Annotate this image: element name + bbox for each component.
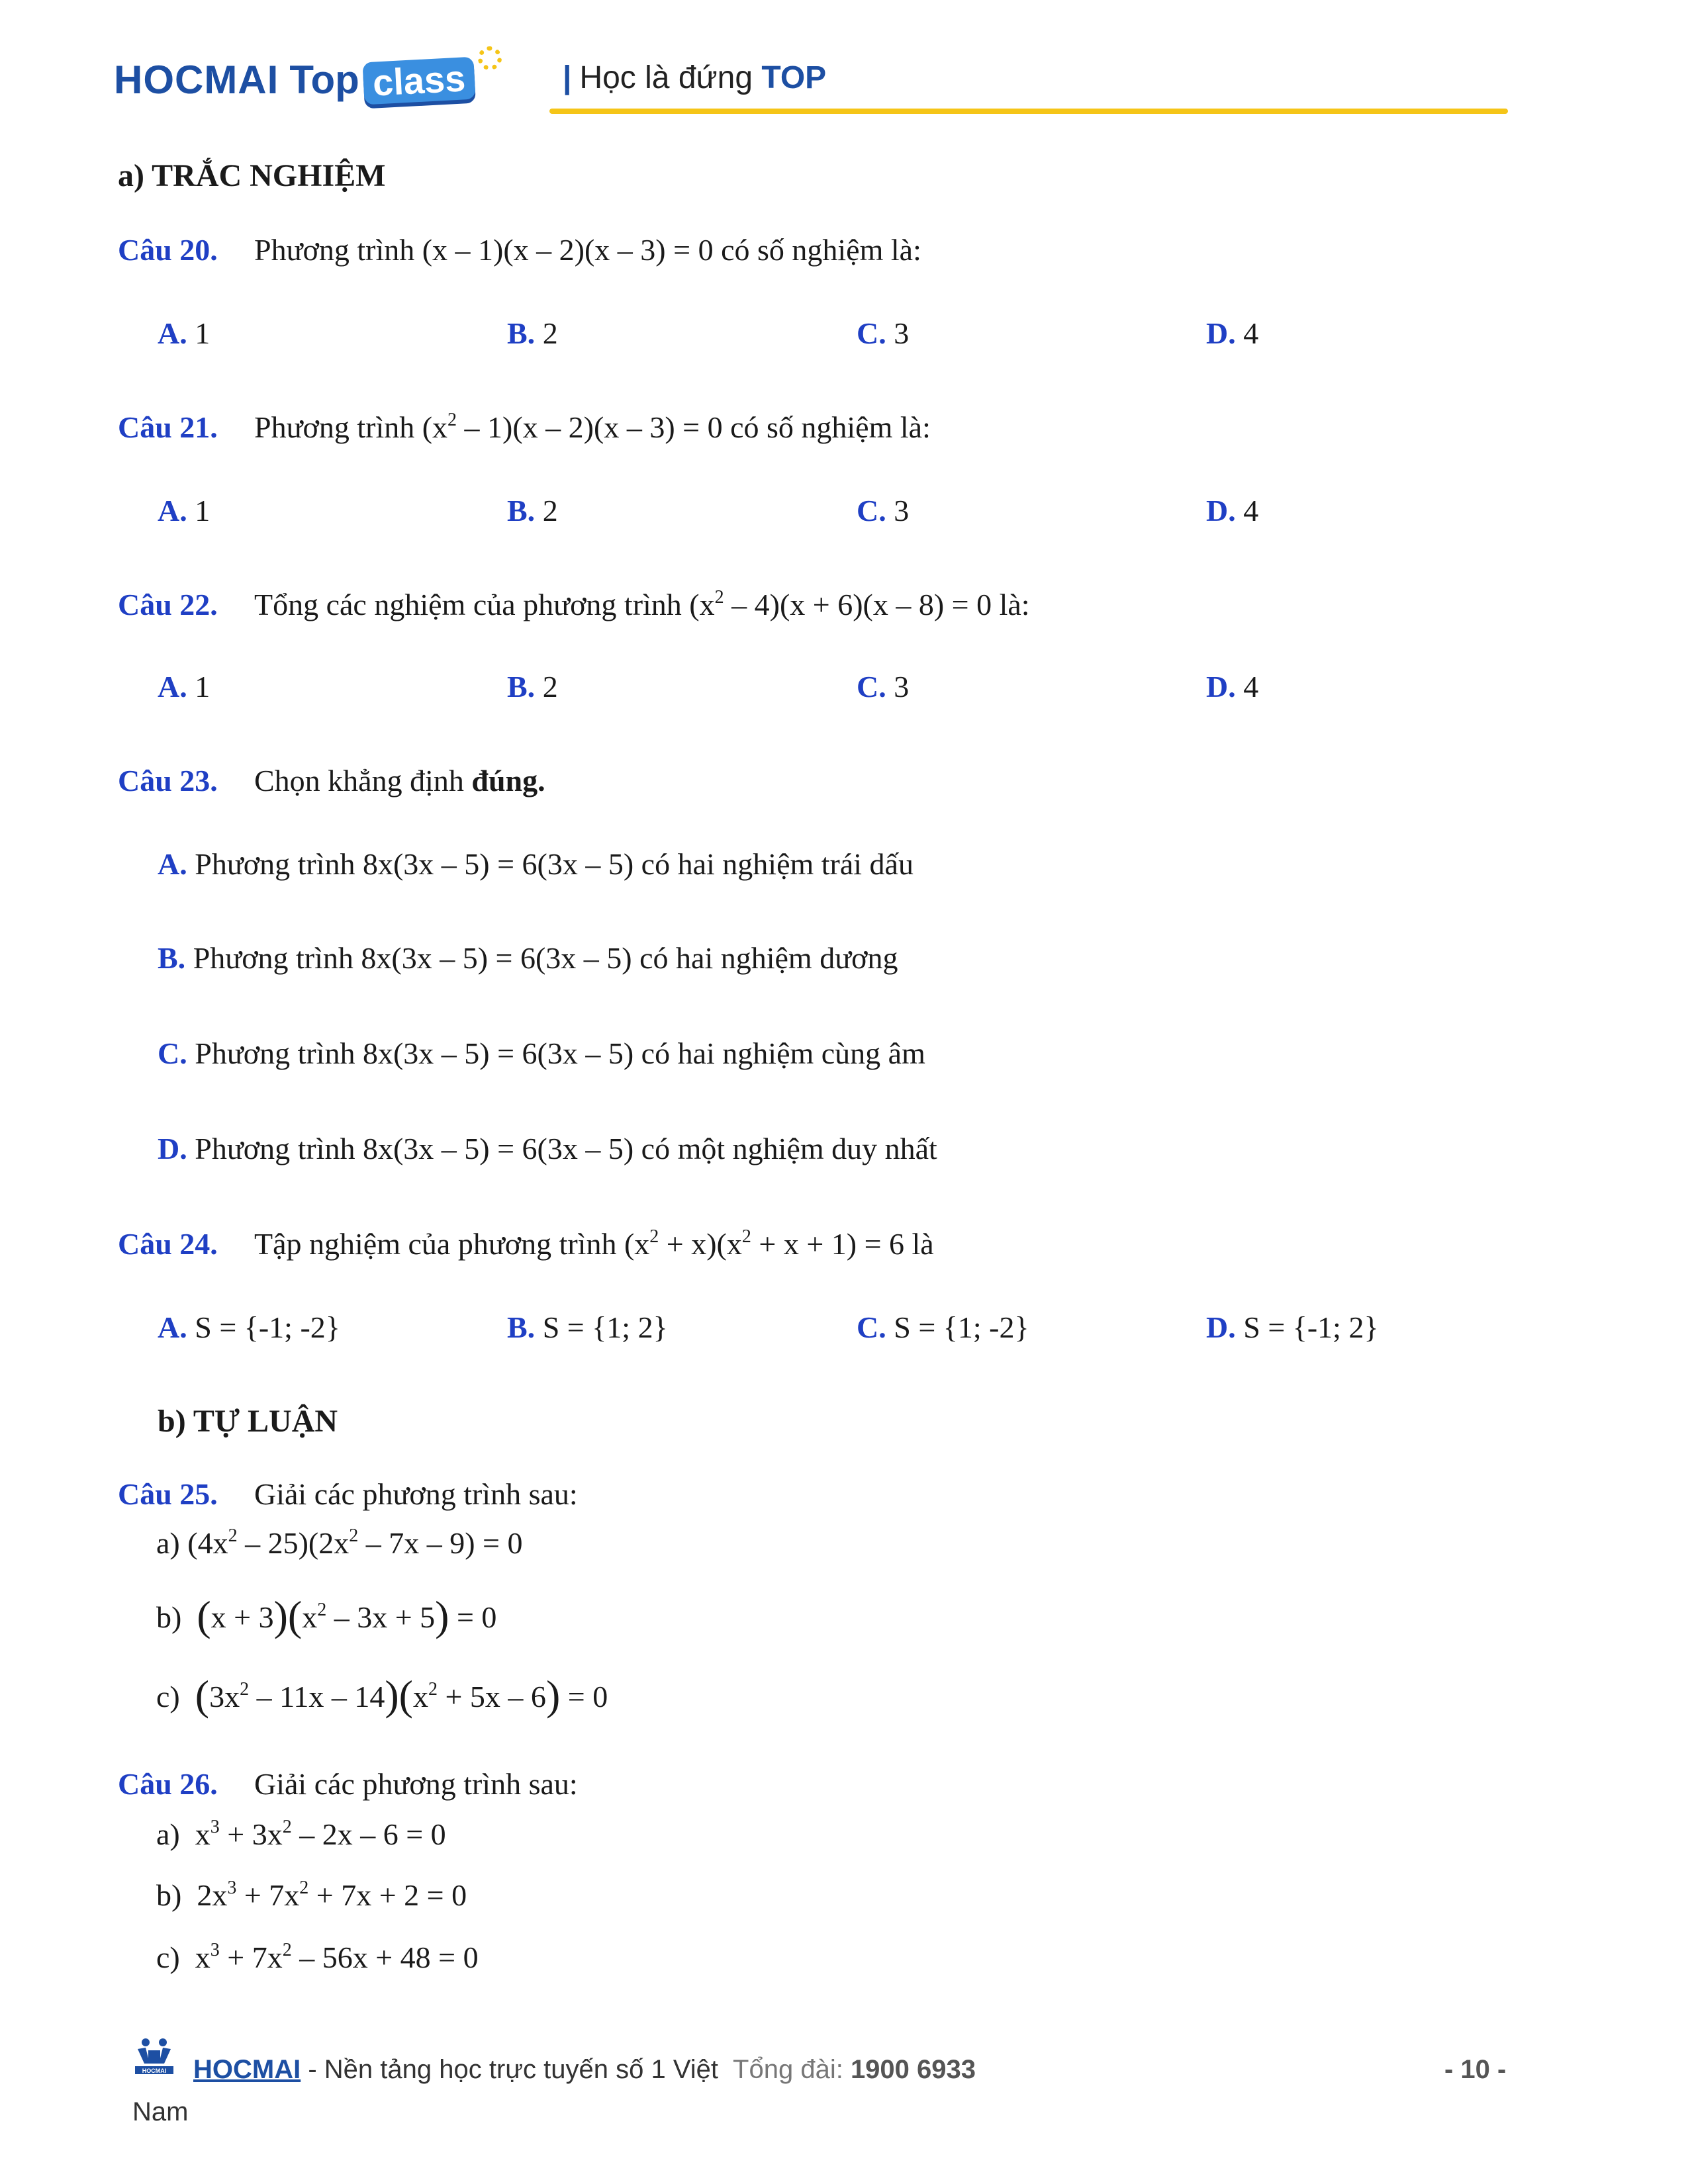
logo-class-badge: class: [362, 57, 475, 105]
hocmai-footer-icon: [132, 2037, 176, 2078]
option-label: C.: [857, 494, 886, 527]
option-label: B.: [507, 316, 536, 350]
paren: (: [195, 1672, 210, 1719]
option-label: B.: [507, 1310, 536, 1344]
option-text: 1: [187, 494, 211, 527]
page-number: - 10 -: [1444, 2055, 1507, 2084]
option-label: A.: [158, 847, 187, 881]
question-text-part: Tổng các nghiệm của phương trình (x: [254, 588, 715, 621]
math-part: + 3x: [219, 1817, 283, 1851]
paren: ): [435, 1592, 449, 1639]
math-part: 2x: [197, 1878, 228, 1912]
option-label: A.: [158, 316, 187, 350]
q25-equation-b: [156, 1592, 497, 1639]
q21-option-a[interactable]: [158, 492, 210, 529]
footer-description: - Nền tảng học trực tuyến số 1 Việt: [301, 2055, 719, 2084]
math-part: = 0: [560, 1680, 608, 1713]
exponent: 3: [227, 1878, 237, 1898]
section-a-title: a) TRẮC NGHIỆM: [118, 158, 386, 193]
exponent: 2: [240, 1679, 250, 1700]
paren: ): [545, 1672, 561, 1719]
question-number: Câu 20.: [118, 233, 218, 267]
option-label: D.: [1206, 494, 1236, 527]
q26-equation-c: [156, 1939, 479, 1976]
option-text: 3: [886, 316, 910, 350]
q24-option-d[interactable]: [1206, 1309, 1379, 1346]
q21-option-d[interactable]: [1206, 492, 1258, 529]
question-text-part: Chọn khẳng định: [254, 764, 472, 797]
footer: [193, 2053, 976, 2086]
question-21: [118, 409, 931, 446]
question-number: Câu 22.: [118, 588, 218, 621]
q25-equation-c: [156, 1672, 608, 1719]
option-text: S = {-1; -2}: [187, 1310, 340, 1344]
question-emphasis: đúng.: [471, 764, 545, 797]
exponent: 3: [210, 1940, 220, 1960]
option-label: C.: [158, 1036, 187, 1070]
math-part: x: [195, 1817, 211, 1851]
question-25: [118, 1476, 578, 1513]
exponent: 2: [282, 1817, 292, 1837]
option-text: 2: [535, 670, 558, 704]
math-part: – 3x + 5: [326, 1600, 436, 1634]
exponent: 2: [428, 1679, 438, 1700]
item-label: c): [156, 1680, 180, 1713]
option-label: D.: [158, 1132, 187, 1165]
question-text-part: + x + 1) = 6 là: [751, 1227, 934, 1261]
item-label: a): [156, 1817, 180, 1851]
question-22: [118, 586, 1030, 623]
option-label: D.: [1206, 1310, 1236, 1344]
option-text: 1: [187, 316, 211, 350]
math-part: x: [302, 1600, 318, 1634]
q22-option-a[interactable]: [158, 668, 210, 705]
option-text: 2: [535, 494, 558, 527]
q26-equation-b: [156, 1877, 467, 1914]
question-number: Câu 24.: [118, 1227, 218, 1261]
math-part: + 7x: [236, 1878, 300, 1912]
question-text: Giải các phương trình sau:: [254, 1767, 578, 1801]
option-text: Phương trình 8x(3x – 5) = 6(3x – 5) có hai nghiệm trái dấu: [187, 847, 914, 881]
math-part: = 0: [449, 1600, 497, 1634]
option-text: 4: [1235, 494, 1259, 527]
option-label: B.: [507, 670, 536, 704]
hocmai-topclass-logo: [114, 57, 475, 103]
math-part: x: [412, 1680, 428, 1713]
q21-option-b[interactable]: [507, 492, 558, 529]
item-label: c): [156, 1940, 180, 1974]
question-text: Giải các phương trình sau:: [254, 1477, 578, 1511]
q22-option-c[interactable]: [857, 668, 909, 705]
tagline-top: TOP: [761, 60, 827, 95]
exponent: 2: [741, 1226, 751, 1247]
item-label: a): [156, 1526, 180, 1560]
q23-option-a[interactable]: [158, 846, 914, 883]
exponent: 3: [210, 1817, 220, 1837]
exponent: 2: [649, 1226, 659, 1247]
question-text-part: Tập nghiệm của phương trình (x: [254, 1227, 650, 1261]
question-number: Câu 23.: [118, 764, 218, 797]
math-part: 3x: [209, 1680, 240, 1713]
question-24: [118, 1226, 934, 1263]
q25-equation-a: [156, 1525, 522, 1562]
option-text: 4: [1235, 316, 1259, 350]
option-text: 3: [886, 670, 910, 704]
question-number: Câu 26.: [118, 1767, 218, 1801]
header-divider: [549, 109, 1508, 114]
item-label: b): [156, 1600, 182, 1634]
option-label: D.: [1206, 670, 1236, 704]
section-b-title: b) TỰ LUẬN: [158, 1404, 338, 1439]
q21-option-c[interactable]: [857, 492, 909, 529]
question-number: Câu 21.: [118, 410, 218, 444]
logo-hocmai-text: HOCMAI: [114, 58, 279, 102]
q24-option-a[interactable]: [158, 1309, 340, 1346]
q20-option-a[interactable]: [158, 315, 210, 352]
q23-option-b[interactable]: [158, 940, 898, 977]
paren: (: [287, 1592, 303, 1639]
paren: (: [197, 1592, 211, 1639]
q24-option-c[interactable]: [857, 1309, 1029, 1346]
option-text: 2: [535, 316, 558, 350]
exponent: 2: [299, 1878, 309, 1898]
q22-option-b[interactable]: [507, 668, 558, 705]
option-label: C.: [857, 670, 886, 704]
tagline-separator: |: [563, 60, 572, 95]
question-text-part: Phương trình (x: [254, 410, 448, 444]
option-label: A.: [158, 670, 187, 704]
q22-option-d[interactable]: [1206, 668, 1258, 705]
option-text: S = {1; -2}: [886, 1310, 1029, 1344]
math-part: (4x: [187, 1526, 228, 1560]
footer-brand-link[interactable]: HOCMAI: [193, 2055, 301, 2084]
option-text: 4: [1235, 670, 1259, 704]
option-text: Phương trình 8x(3x – 5) = 6(3x – 5) có hai nghiệm cùng âm: [187, 1036, 925, 1070]
option-label: C.: [857, 316, 886, 350]
footer-icon-text: HOCMAI: [142, 2068, 167, 2074]
exponent: 2: [447, 410, 457, 430]
math-part: – 11x – 14: [249, 1680, 385, 1713]
paren: ): [273, 1592, 288, 1639]
question-number: Câu 25.: [118, 1477, 218, 1511]
exponent: 2: [714, 587, 724, 608]
sun-icon: [478, 46, 502, 70]
q20-option-c[interactable]: [857, 315, 909, 352]
math-part: + 7x: [219, 1940, 283, 1974]
question-20: [118, 232, 921, 269]
option-label: A.: [158, 494, 187, 527]
tagline-text: Học là đứng: [579, 60, 762, 95]
option-label: B.: [507, 494, 536, 527]
exponent: 2: [317, 1600, 327, 1620]
option-label: D.: [1206, 316, 1236, 350]
option-text: 1: [187, 670, 211, 704]
option-text: S = {1; 2}: [535, 1310, 668, 1344]
option-label: B.: [158, 941, 186, 975]
q20-option-d[interactable]: [1206, 315, 1258, 352]
question-23: [118, 762, 545, 799]
question-text-part: – 1)(x – 2)(x – 3) = 0 có số nghiệm là:: [457, 410, 931, 444]
math-part: – 2x – 6 = 0: [291, 1817, 446, 1851]
math-part: + 7x + 2 = 0: [308, 1878, 467, 1912]
logo-top-text: Top: [289, 58, 359, 102]
option-label: A.: [158, 1310, 187, 1344]
q24-option-b[interactable]: [507, 1309, 668, 1346]
math-part: + 5x – 6: [437, 1680, 546, 1713]
tagline: [563, 58, 826, 98]
math-part: x + 3: [211, 1600, 274, 1634]
question-text-part: – 4)(x + 6)(x – 8) = 0 là:: [724, 588, 1030, 621]
option-text: Phương trình 8x(3x – 5) = 6(3x – 5) có một nghiệm duy nhất: [187, 1132, 937, 1165]
option-text: 3: [886, 494, 910, 527]
footer-hotline-label: Tổng đài:: [733, 2055, 851, 2084]
exponent: 2: [228, 1525, 238, 1546]
paren: ): [385, 1672, 399, 1719]
option-text: S = {-1; 2}: [1235, 1310, 1379, 1344]
math-part: – 25)(2x: [237, 1526, 350, 1560]
paren: (: [399, 1672, 413, 1719]
q26-equation-a: [156, 1816, 446, 1853]
item-label: b): [156, 1878, 182, 1912]
exponent: 2: [282, 1940, 292, 1960]
option-label: C.: [857, 1310, 886, 1344]
question-26: [118, 1766, 578, 1803]
math-part: – 7x – 9) = 0: [358, 1526, 523, 1560]
footer-hotline: 1900 6933: [850, 2055, 976, 2084]
q23-option-c[interactable]: [158, 1035, 925, 1072]
option-text: Phương trình 8x(3x – 5) = 6(3x – 5) có hai nghiệm dương: [185, 941, 898, 975]
footer-wrap-text: Nam: [132, 2097, 189, 2126]
exponent: 2: [349, 1525, 359, 1546]
math-part: x: [195, 1940, 211, 1974]
q20-option-b[interactable]: [507, 315, 558, 352]
question-text: Phương trình (x – 1)(x – 2)(x – 3) = 0 có số nghiệm là:: [254, 233, 921, 267]
math-part: – 56x + 48 = 0: [291, 1940, 479, 1974]
question-text-part: + x)(x: [659, 1227, 742, 1261]
q23-option-d[interactable]: [158, 1130, 937, 1167]
